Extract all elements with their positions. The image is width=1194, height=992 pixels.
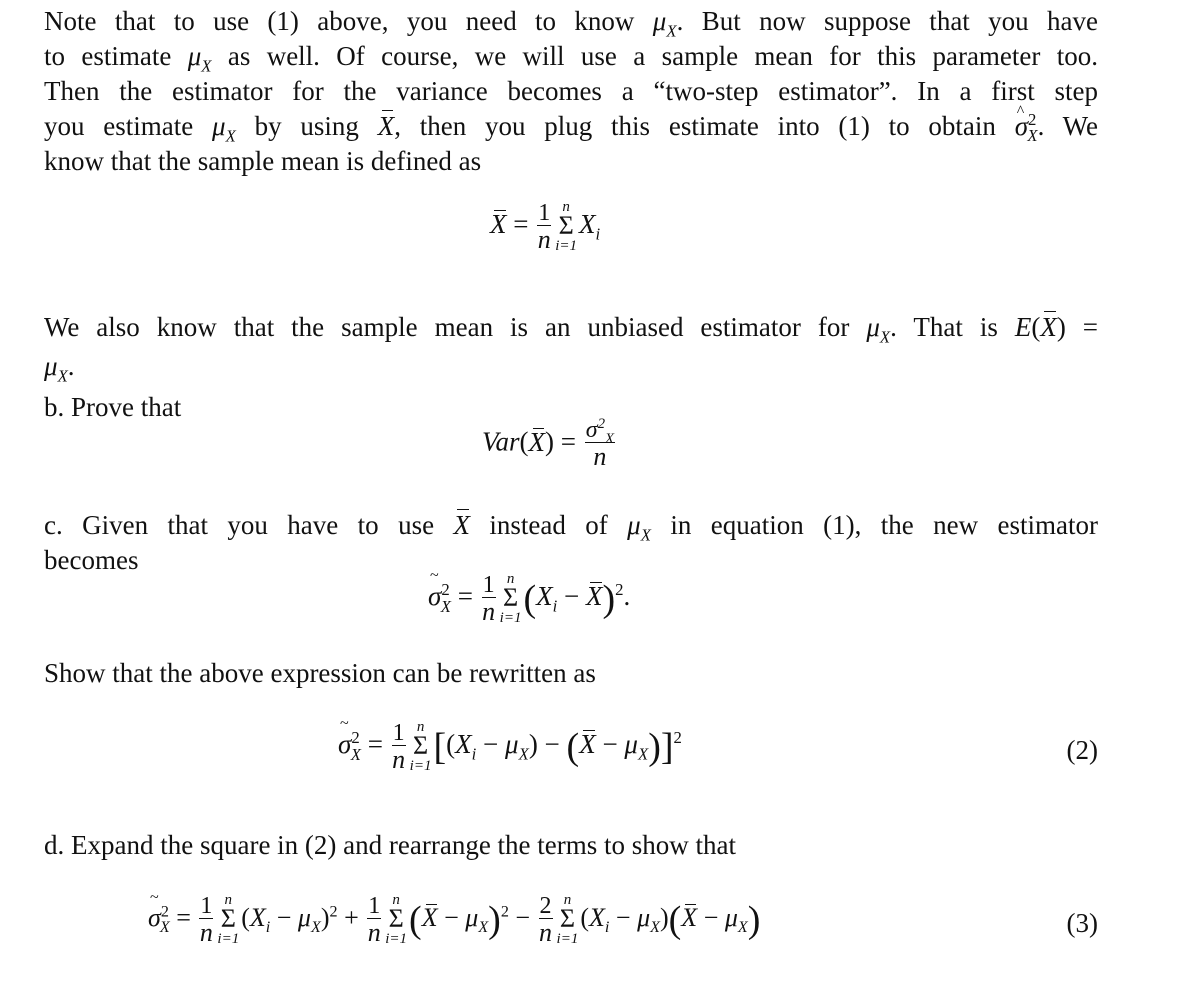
intro-line-3: Then the estimator for the variance becomes a “two-step estimator”. In a first step — [44, 76, 1098, 106]
part-b-heading: b. Prove that — [44, 392, 182, 422]
part-d-heading: d. Expand the square in (2) and rearrange the terms to show that — [44, 830, 737, 860]
show-heading: Show that the above expression can be rewritten as — [44, 658, 596, 688]
sample-mean-equation: X = $\frac{1}{n}$ n Σ i=1 $X_i$ — [490, 199, 601, 254]
unbiased-line-2: $\mu_X$. — [44, 351, 75, 386]
equation-3: σ ~$^2_X$ = $\frac{1}{n}$ n Σ i=1 $(X_i - \mu_X)^2$ + $\frac{1}{n}$ n Σ i=1 $(X - \mu_X)^2$ − $\frac{2}{n}$ n Σ i=1 $(X_i - \mu_X)(X - \mu_X)$ — [148, 893, 760, 947]
equation-2-number: (2) — [1066, 735, 1098, 765]
intro-line-5: know that the sample mean is defined as — [44, 146, 482, 176]
part-c-paragraph — [44, 508, 1098, 578]
intro-line-1: Note that to use (1) above, you need to know $\mu_X$. But now suppose that you have — [44, 6, 1098, 41]
part-c-line-1: c. Given that you have to use X instead of $\mu_X$ in equation (1), the new estimator — [44, 510, 1098, 545]
part-c-line-2: becomes — [44, 545, 139, 575]
intro-paragraph — [44, 4, 1098, 179]
unbiased-line-1: We also know that the sample mean is an unbiased estimator for $\mu_X$. That is E(X) = — [44, 312, 1099, 347]
variance-of-mean-equation: Var(X) = $\frac{\sigma^2_X}{n}$ — [482, 416, 615, 471]
new-estimator-equation: σ ~$^2_X$ = $\frac{1}{n}$ n Σ i=1 $(X_i - X)^2$. — [428, 572, 630, 626]
intro-line-4: you estimate $\mu_X$ by using X, then you plug this estimate into (1) to obtain σ ^$^2_X$. We — [44, 109, 1098, 144]
unbiased-paragraph — [44, 310, 1098, 384]
intro-line-2: to estimate $\mu_X$ as well. Of course, we will use a sample mean for this parameter too. — [44, 41, 1098, 76]
equation-2: σ ~$^2_X$ = $\frac{1}{n}$ n Σ i=1 $[(X_i - \mu_X) - (X - \mu_X)]^2$ — [338, 720, 682, 774]
equation-3-number: (3) — [1066, 908, 1098, 938]
